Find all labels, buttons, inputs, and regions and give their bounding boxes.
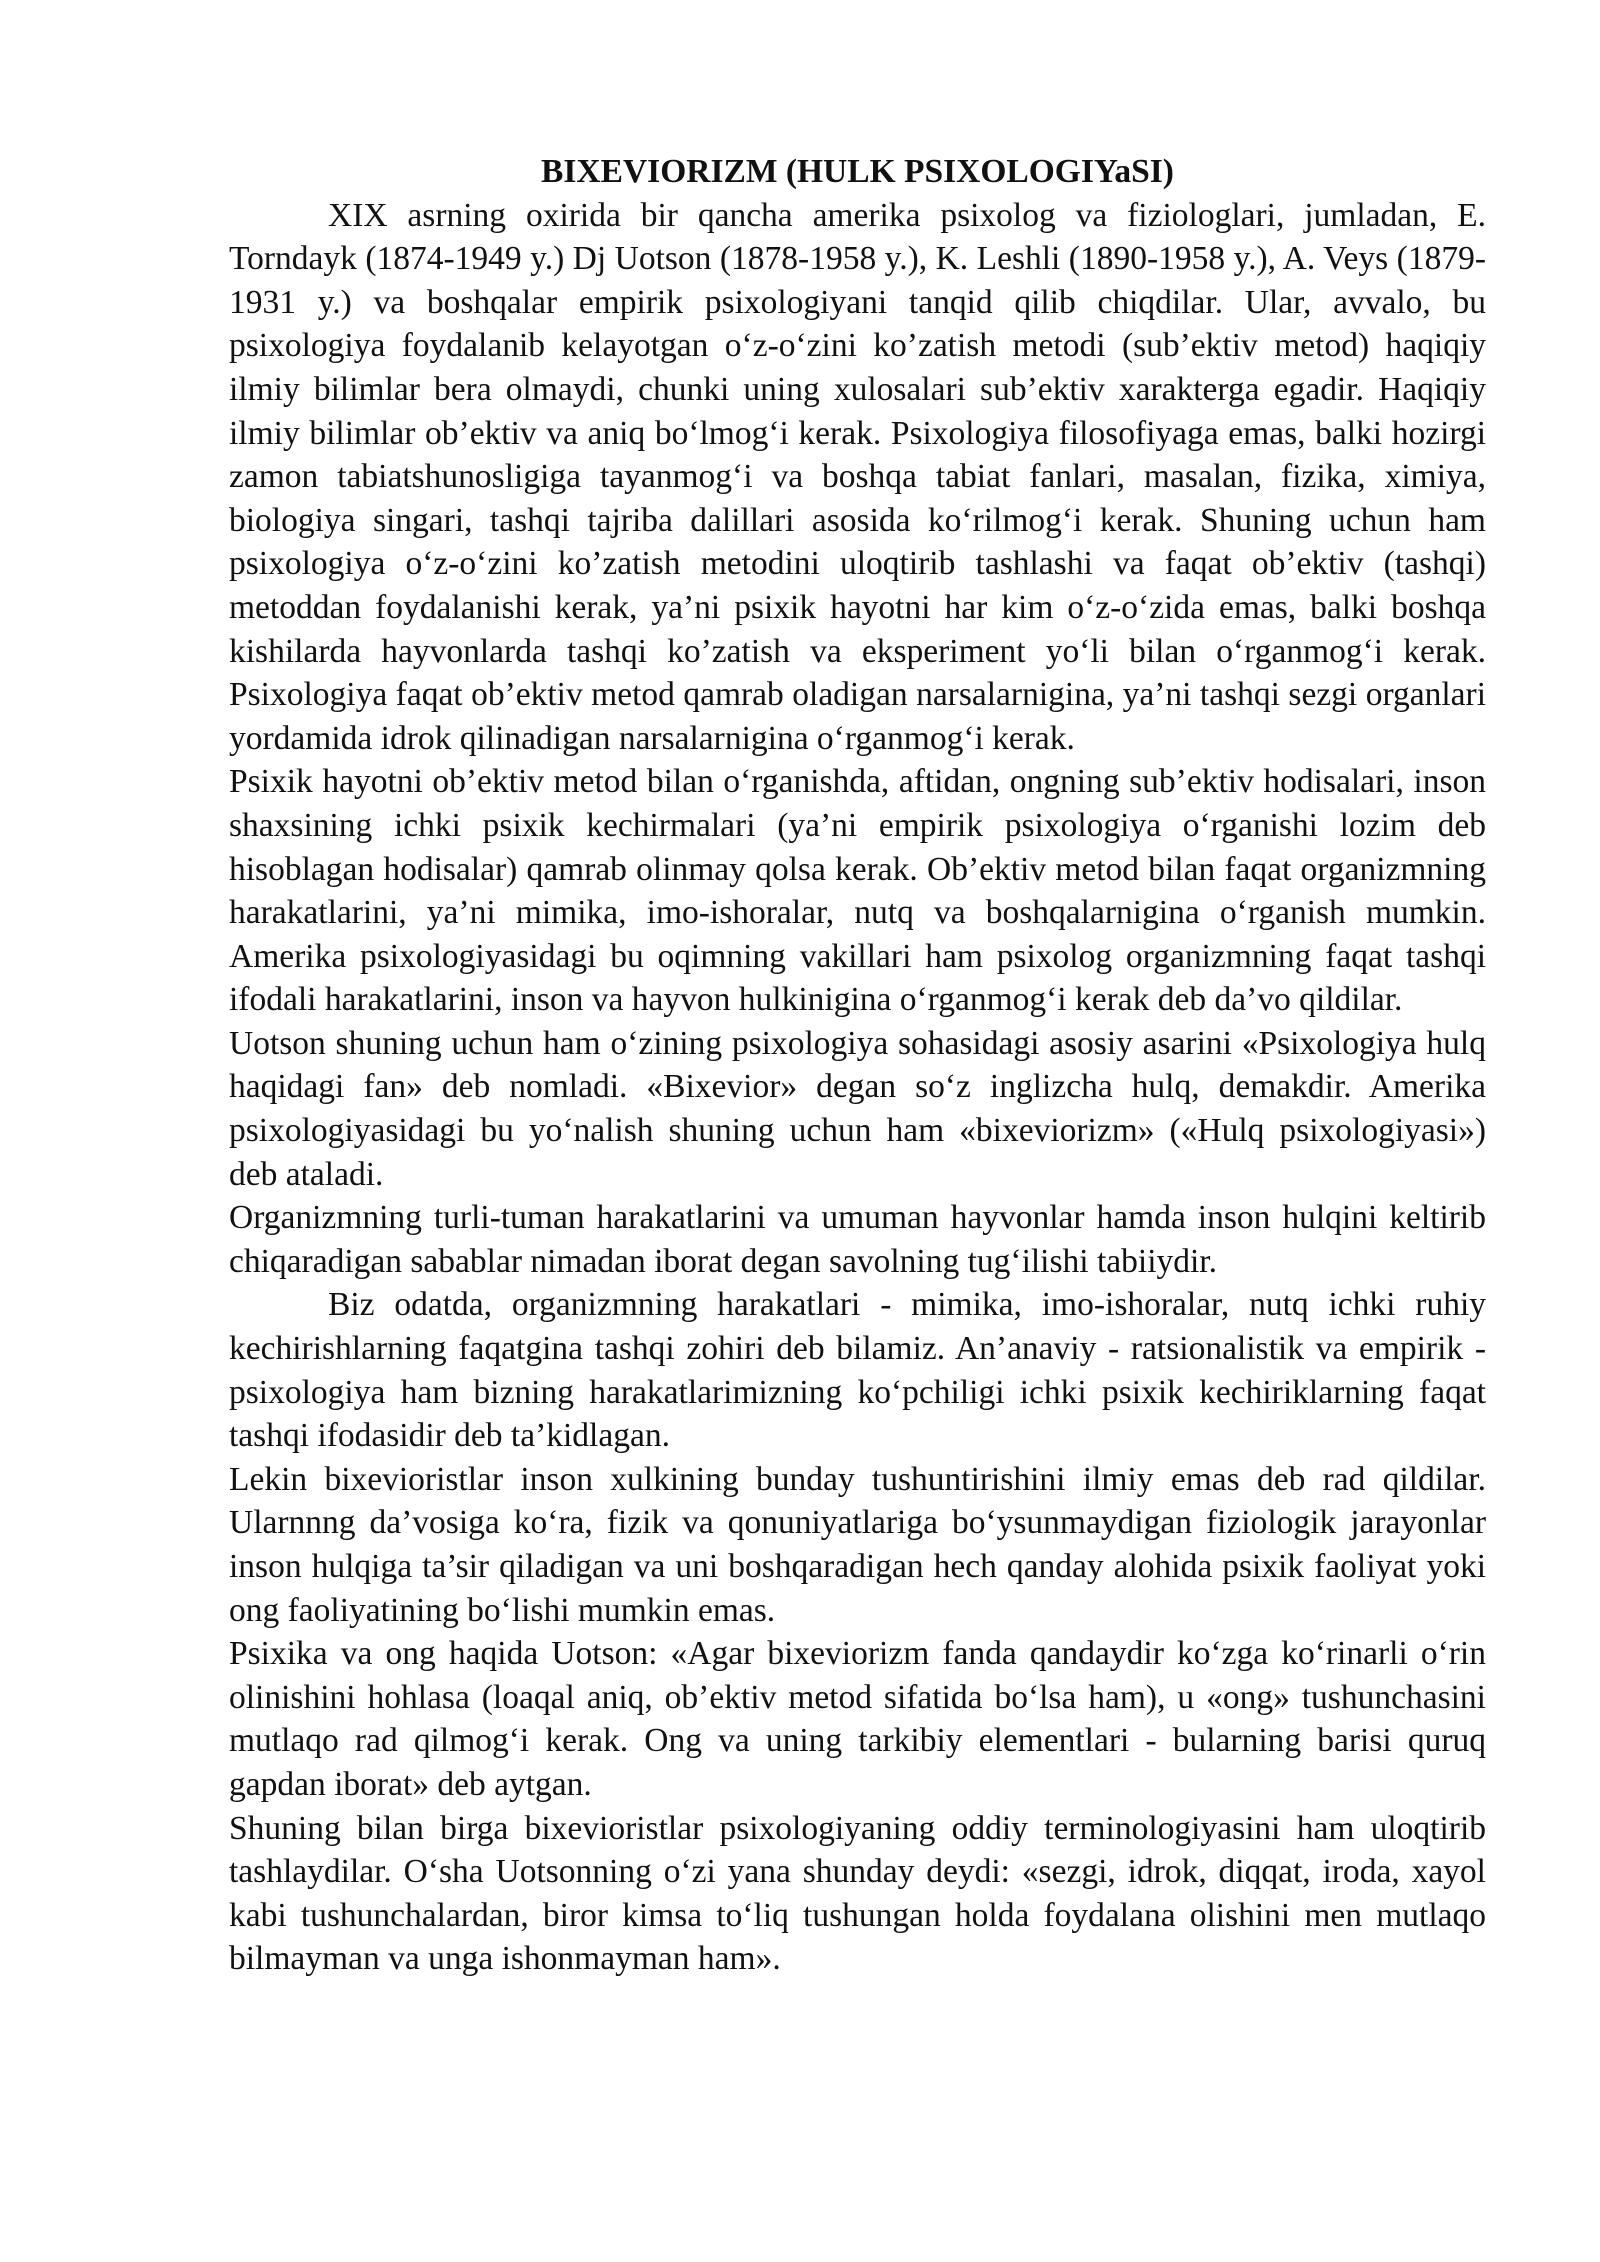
- paragraph-5: Biz odatda, organizmning harakatlari - mimika, imo-ishoralar, nutq ichki ruhiy kechirishlarning faqatgina tashqi zohiri deb bilamiz. An’anaviy - ratsionalistik va empirik - psixologiya ham bizning harakatlarimizning ko‘pchiligi ichki psixik kechiriklarning faqat tashqi ifodasidir deb ta’kidlagan.: [229, 1286, 1486, 1455]
- paragraph-8: Shuning bilan birga bixevioristlar psixologiyaning oddiy terminologiyasini ham uloqtirib tashlaydilar. O‘sha Uotsonning o‘zi yana shunday deydi: «sezgi, idrok, diqqat, iroda, xayol kabi tushunchalardan, biror kimsa to‘liq tushungan holda foydalana olishini men mutlaqo bilmayman va unga ishonmayman ham».: [229, 1809, 1486, 1978]
- paragraph-3: Uotson shuning uchun ham o‘zining psixologiya sohasidagi asosiy asarini «Psixologiya hulq haqidagi fan» deb nomladi. «Bixevior» degan so‘z inglizcha hulq, demakdir. Amerika psixologiyasidagi bu yo‘nalish shuning uchun ham «bixeviorizm» («Hulq psixologiyasi») deb ataladi.: [229, 1024, 1486, 1193]
- paragraph-1: XIX asrning oxirida bir qancha amerika psixolog va fiziologlari, jumladan, E. Torndayk (1874-1949 y.) Dj Uotson (1878-1958 y.), K. Leshli (1890-1958 y.), A. Veys (1879- 1931 y.) va boshqalar empirik psixologiyani tanqid qilib chiqdilar. Ular, avvalo, bu psixologiya foydalanib kelayotgan o‘z-o‘zini ko’zatish metodi (sub’ektiv metod) haqiqiy ilmiy bilimlar bera olmaydi, chunki uning xulosalari sub’ektiv xarakterga egadir. Haqiqiy ilmiy bilimlar ob’ektiv va aniq bo‘lmog‘i kerak. Psixologiya filosofiyaga emas, balki hozirgi zamon tabiatshunosligiga tayanmog‘i va boshqa tabiat fanlari, masalan, fizika, ximiya, biologiya singari, tashqi tajriba dalillari asosida ko‘rilmog‘i kerak. Shuning uchun ham psixologiya o‘z-o‘zini ko’zatish metodini uloqtirib tashlashi va faqat ob’ektiv (tashqi) metoddan foydalanishi kerak, ya’ni psixik hayotni har kim o‘z-o‘zida emas, balki boshqa kishilarda hayvonlarda tashqi ko’zatish va eksperiment yo‘li bilan o‘rganmog‘i kerak. Psixologiya faqat ob’ektiv metod qamrab oladigan narsalarnigina, ya’ni tashqi sezgi organlari yordamida idrok qilinadigan narsalarnigina o‘rganmog‘i kerak.: [229, 196, 1486, 757]
- document-page: [229, 150, 1486, 1981]
- paragraph-6: Lekin bixevioristlar inson xulkining bunday tushuntirishini ilmiy emas deb rad qildilar. Ularnnng da’vosiga ko‘ra, fizik va qonuniyatlariga bo‘ysunmaydigan fiziologik jarayonlar inson hulqiga ta’sir qiladigan va uni boshqaradigan hech qanday alohida psixik faoliyat yoki ong faoliyatining bo‘lishi mumkin emas.: [229, 1460, 1486, 1629]
- paragraph-4: Organizmning turli-tuman harakatlarini va umuman hayvonlar hamda inson hulqini keltirib chiqaradigan sabablar nimadan iborat degan savolning tug‘ilishi tabiiydir.: [229, 1199, 1486, 1280]
- paragraph-7: Psixika va ong haqida Uotson: «Agar bixeviorizm fanda qandaydir ko‘zga ko‘rinarli o‘rin olinishini hohlasa (loaqal aniq, ob’ektiv metod sifatida bo‘lsa ham), u «ong» tushunchasini mutlaqo rad qilmog‘i kerak. Ong va uning tarkibiy elementlari - bularning barisi quruq gapdan iborat» deb aytgan.: [229, 1635, 1486, 1803]
- document-title: BIXEVIORIZM (HULK PSIXOLOGIYaSI): [541, 153, 1174, 190]
- paragraph-2: Psixik hayotni ob’ektiv metod bilan o‘rganishda, aftidan, ongning sub’ektiv hodisalari, inson shaxsining ichki psixik kechirmalari (ya’ni empirik psixologiya o‘rganishi lozim deb hisoblagan hodisalar) qamrab olinmay qolsa kerak. Ob’ektiv metod bilan faqat organizmning harakatlarini, ya’ni mimika, imo-ishoralar, nutq va boshqalarnigina o‘rganish mumkin. Amerika psixologiyasidagi bu oqimning vakillari ham psixolog organizmning faqat tashqi ifodali harakatlarini, inson va hayvon hulkinigina o‘rganmog‘i kerak deb da’vo qildilar.: [229, 763, 1486, 1019]
